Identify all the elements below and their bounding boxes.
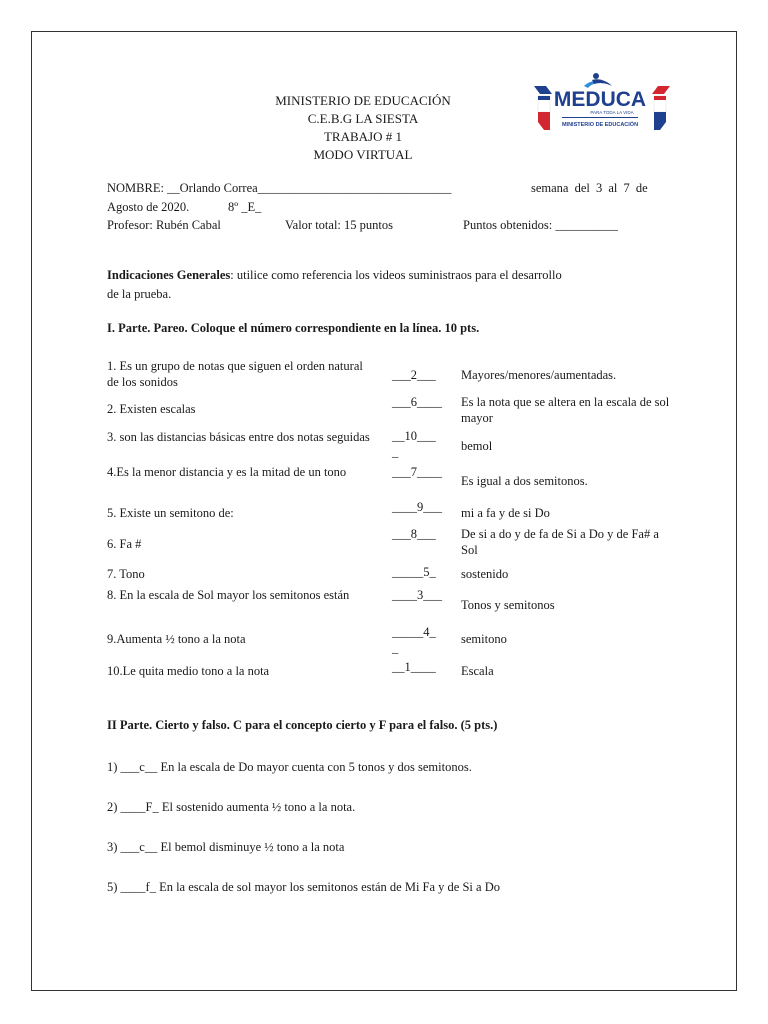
date-text: Agosto de 2020.: [107, 200, 190, 214]
part1-option-1: Mayores/menores/aumentadas.: [461, 368, 617, 382]
logo-tagline: PARA TODA LA VIDA: [590, 110, 634, 115]
part1-answer-4: ___7____: [392, 465, 442, 479]
part1-option-4: Es igual a dos semitonos.: [461, 474, 588, 488]
part1-option-6: De si a do y de fa de Si a Do y de Fa# a Sol: [461, 527, 659, 557]
part1-answer-8: ____3___: [392, 588, 442, 602]
part1-answer-2: ___6____: [392, 395, 442, 409]
part2-item-3: 3) ___c__ El bemol disminuye ½ tono a la nota: [107, 840, 345, 854]
part1-title: I. Parte. Pareo. Coloque el número correspondiente en la línea. 10 pts.: [107, 321, 480, 335]
part1-question-3: 3. son las distancias básicas entre dos notas seguidas: [107, 430, 370, 444]
part1-answer-5: ____9___: [392, 500, 442, 514]
part1-option-9: semitono: [461, 632, 507, 646]
total-value-text: Valor total: 15 puntos: [285, 218, 393, 232]
student-name-line: NOMBRE: __Orlando Correa_______________________________: [107, 181, 452, 195]
part1-question-9: 9.Aumenta ½ tono a la nota: [107, 632, 246, 646]
part1-answer-9: _____4_ _: [392, 625, 436, 655]
part1-question-8: 8. En la escala de Sol mayor los semitonos están: [107, 588, 350, 602]
part1-option-2: Es la nota que se altera en la escala de sol mayor: [461, 395, 670, 425]
logo-wordmark: MEDUCA: [553, 88, 647, 111]
instructions-text-continued: de la prueba.: [107, 287, 172, 301]
meduca-logo: [532, 72, 672, 134]
part1-option-5: mi a fa y de si Do: [461, 506, 550, 520]
part1-option-10: Escala: [461, 664, 494, 678]
points-obtained-text: Puntos obtenidos: __________: [463, 218, 618, 232]
part2-item-1: 1) ___c__ En la escala de Do mayor cuenta con 5 tonos y dos semitonos.: [107, 760, 472, 774]
part1-option-7: sostenido: [461, 567, 509, 581]
header-mode: MODO VIRTUAL: [313, 147, 413, 162]
part1-question-6: 6. Fa #: [107, 537, 142, 551]
part1-answer-6: ___8___: [392, 527, 436, 541]
part2-title: II Parte. Cierto y falso. C para el concepto cierto y F para el falso. (5 pts.): [107, 718, 498, 732]
instructions-text: : utilice como referencia los videos suministraos para el desarrollo: [230, 268, 562, 282]
teacher-text: Profesor: Rubén Cabal: [107, 218, 221, 232]
document-header: [222, 92, 504, 164]
part1-question-10: 10.Le quita medio tono a la nota: [107, 664, 270, 678]
part1-question-5: 5. Existe un semitono de:: [107, 506, 234, 520]
meduca-logo-graphic: [532, 72, 672, 134]
part1-question-7: 7. Tono: [107, 567, 145, 581]
part1-answer-7: _____5_: [392, 565, 436, 579]
part2-item-2: 2) ____F_ El sostenido aumenta ½ tono a la nota.: [107, 800, 356, 814]
header-school: C.E.B.G LA SIESTA: [307, 111, 419, 126]
instructions-label: Indicaciones Generales: [107, 268, 231, 282]
part1-option-3: bemol: [461, 439, 493, 453]
part1-question-1: 1. Es un grupo de notas que siguen el orden natural de los sonidos: [107, 359, 363, 389]
instructions-line: [107, 268, 562, 283]
header-work: TRABAJO # 1: [323, 129, 402, 144]
part1-answer-1: ___2___: [392, 368, 436, 382]
header-ministry: MINISTERIO DE EDUCACIÓN: [275, 93, 451, 108]
part1-question-2: 2. Existen escalas: [107, 402, 196, 416]
grade-text: 8º _E_: [228, 200, 262, 214]
part2-item-4: 5) ____f_ En la escala de sol mayor los semitonos están de Mi Fa y de Si a Do: [107, 880, 500, 894]
part1-question-4: 4.Es la menor distancia y es la mitad de un tono: [107, 465, 347, 479]
week-text: semana del 3 al 7 de: [531, 181, 648, 195]
part1-answer-3: __10___ _: [392, 429, 436, 459]
part1-answer-10: __1____: [392, 660, 436, 674]
logo-subtitle: MINISTERIO DE EDUCACIÓN: [561, 122, 639, 128]
part1-option-8: Tonos y semitonos: [461, 598, 555, 612]
